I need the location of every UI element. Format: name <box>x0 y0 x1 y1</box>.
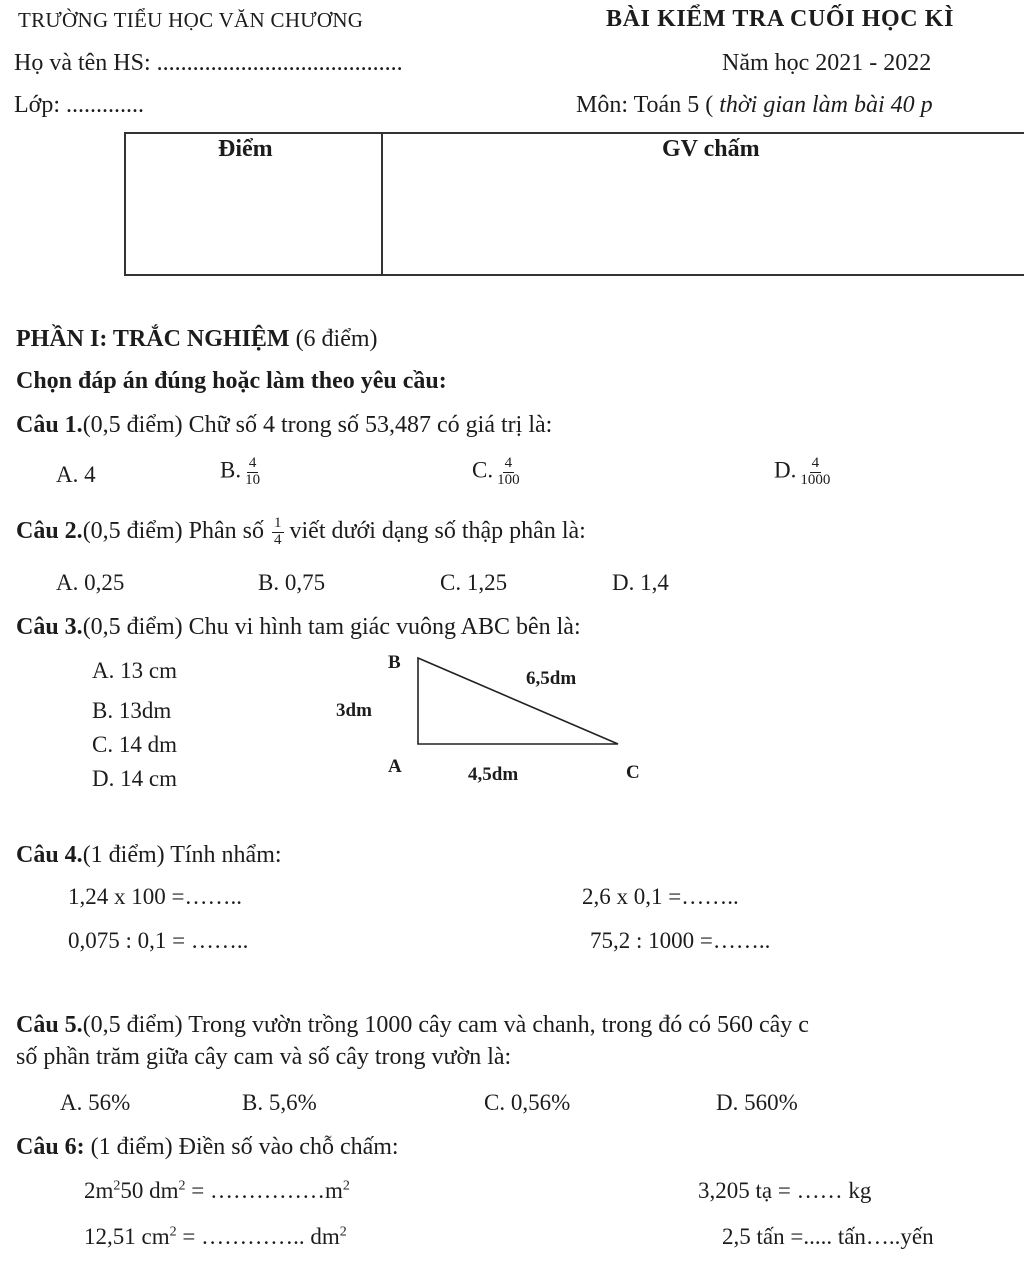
subject-line <box>576 92 933 119</box>
q2-numerator: 1 <box>274 515 282 531</box>
question-4-text: (1 điểm) Tính nhẩm: <box>82 842 282 868</box>
vertex-a-label: A <box>388 756 402 777</box>
student-name-field: Họ và tên HS: ......................................... <box>14 50 403 76</box>
q3-option-c: C. 14 dm <box>92 732 177 757</box>
q2-option-a: A. 0,25 <box>56 570 125 595</box>
part1-title <box>16 326 378 353</box>
q4-expression-1: 1,24 x 100 =…….. <box>68 884 242 909</box>
q4-expression-4: 75,2 : 1000 =…….. <box>590 928 771 953</box>
q6-c3-sup-a: 2 <box>169 1224 177 1240</box>
score-table <box>124 132 1024 276</box>
question-1 <box>16 412 552 439</box>
q6-c3-part-a: 12,51 cm <box>84 1224 170 1249</box>
question-3-text: (0,5 điểm) Chu vi hình tam giác vuông ABC bên là: <box>82 614 581 640</box>
part1-title-points: (6 điểm) <box>289 326 378 352</box>
q6-c1-part-c: = ……………m <box>185 1178 343 1203</box>
q6-c1-sup-c: 2 <box>342 1178 350 1194</box>
question-4-label: Câu 4. <box>16 842 83 868</box>
question-2-text-after: viết dưới dạng số thập phân là: <box>283 517 586 544</box>
vertex-b-label: B <box>388 652 401 673</box>
q6-c1-sup-b: 2 <box>178 1178 186 1194</box>
question-3-label: Câu 3. <box>16 614 83 640</box>
side-ac-label: 4,5dm <box>468 764 519 785</box>
triangle-abc-figure <box>320 640 660 790</box>
q6-c3-part-b: = ………….. dm <box>176 1224 340 1249</box>
side-bc-label: 6,5dm <box>526 668 577 689</box>
q3-option-b: B. 13dm <box>92 698 172 723</box>
q5-option-b: B. 5,6% <box>242 1090 317 1115</box>
q3-option-d: D. 14 cm <box>92 766 177 791</box>
q6-conversion-4: 2,5 tấn =..... tấn…..yến <box>722 1224 934 1249</box>
q1-c-denominator: 100 <box>497 471 520 488</box>
q6-conversion-2: 3,205 tạ = …… kg <box>698 1178 872 1203</box>
question-6-text: (1 điểm) Điền số vào chỗ chấm: <box>84 1134 399 1160</box>
question-5-text: (0,5 điểm) Trong vườn trồng 1000 cây cam và chanh, trong đó có 560 cây c <box>82 1012 809 1038</box>
question-1-text: (0,5 điểm) Chữ số 4 trong số 53,487 có giá trị là: <box>82 412 553 438</box>
q2-option-b: B. 0,75 <box>258 570 326 595</box>
q6-conversion-1 <box>84 1178 350 1204</box>
q5-option-c: C. 0,56% <box>484 1090 571 1115</box>
q5-option-d: D. 560% <box>716 1090 798 1115</box>
q1-d-numerator: 4 <box>811 455 820 471</box>
question-5-text-continued: số phần trăm giữa cây cam và số cây trong vườn là: <box>16 1044 512 1070</box>
q6-c1-part-b: 50 dm <box>120 1178 179 1203</box>
score-column-header: Điểm <box>218 136 273 162</box>
q2-denominator: 4 <box>274 531 282 548</box>
question-6 <box>16 1134 399 1161</box>
q2-option-d: D. 1,4 <box>612 570 669 595</box>
question-5-label: Câu 5. <box>16 1012 83 1038</box>
q5-option-a: A. 56% <box>60 1090 131 1115</box>
q2-option-c: C. 1,25 <box>440 570 508 595</box>
q1-option-d-fraction <box>798 456 832 489</box>
q1-c-numerator: 4 <box>504 455 513 471</box>
question-2-label: Câu 2. <box>16 517 83 544</box>
question-3 <box>16 614 581 641</box>
q1-b-numerator: 4 <box>248 455 257 471</box>
q1-option-d-prefix: D. <box>774 457 797 483</box>
q6-c1-part-a: 2m <box>84 1178 114 1203</box>
subject-time: thời gian làm bài 40 p <box>719 92 933 118</box>
q1-b-denominator: 10 <box>245 471 261 488</box>
part1-title-bold: PHẦN I: TRẮC NGHIỆM <box>16 326 290 352</box>
part1-instruction: Chọn đáp án đúng hoặc làm theo yêu cầu: <box>16 368 447 394</box>
question-4 <box>16 842 282 869</box>
q3-option-a: A. 13 cm <box>92 658 177 683</box>
question-6-label: Câu 6: <box>16 1134 85 1160</box>
exam-title: BÀI KIỂM TRA CUỐI HỌC KÌ <box>606 6 955 32</box>
q1-option-b-prefix: B. <box>220 457 242 483</box>
school-year: Năm học 2021 - 2022 <box>722 50 932 76</box>
q1-option-c-fraction <box>495 456 522 489</box>
q1-option-d <box>774 456 832 489</box>
triangle-abc <box>418 658 618 744</box>
q1-option-b-fraction <box>243 456 262 489</box>
question-1-label: Câu 1. <box>16 412 83 438</box>
q6-c3-sup-b: 2 <box>339 1224 347 1240</box>
q4-expression-2: 2,6 x 0,1 =…….. <box>582 884 739 909</box>
school-name: TRƯỜNG TIỂU HỌC VĂN CHƯƠNG <box>18 8 364 32</box>
q1-option-c <box>472 456 522 489</box>
q1-option-a: A. 4 <box>56 462 96 487</box>
subject-prefix: Môn: Toán 5 ( <box>576 92 720 118</box>
q4-expression-3: 0,075 : 0,1 = …….. <box>68 928 249 953</box>
q1-option-c-prefix: C. <box>472 457 494 483</box>
q1-option-b <box>220 456 262 489</box>
question-5 <box>16 1012 809 1039</box>
score-table-divider <box>381 134 383 274</box>
vertex-c-label: C <box>626 762 640 783</box>
question-2 <box>16 516 586 549</box>
q6-c1-sup-a: 2 <box>113 1178 121 1194</box>
class-field: Lớp: ............. <box>14 92 145 118</box>
grader-column-header: GV chấm <box>662 136 760 162</box>
side-ab-label: 3dm <box>336 700 372 721</box>
question-2-text-before: (0,5 điểm) Phân số <box>82 517 270 544</box>
question-2-fraction <box>272 516 284 549</box>
q1-d-denominator: 1000 <box>800 471 831 488</box>
q6-conversion-3 <box>84 1224 347 1250</box>
